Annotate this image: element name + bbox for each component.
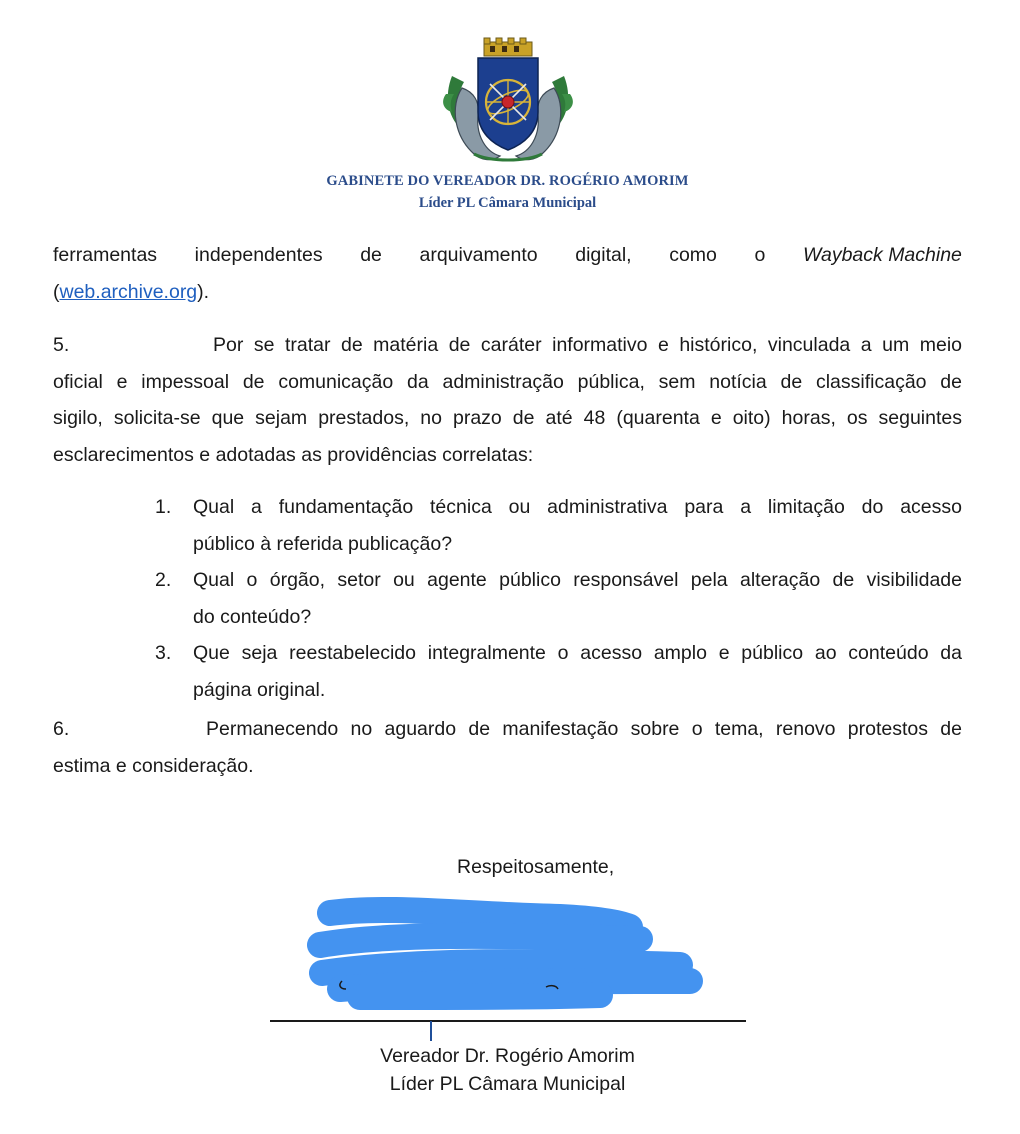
paragraph-6	[53, 711, 962, 784]
list-number: 1.	[155, 496, 172, 518]
word: arquivamento	[419, 244, 538, 266]
word: de	[360, 244, 382, 266]
pen-stroke	[430, 1021, 432, 1041]
list-item-line: página original.	[193, 678, 326, 701]
paragraph-5	[53, 327, 962, 473]
paragraph-line	[53, 274, 962, 311]
paragraph-line: esclarecimentos e adotadas as providências correlatas:	[53, 443, 534, 466]
paragraph-line	[53, 711, 962, 748]
list-item-line: Que seja reestabelecido integralmente o acesso amplo e público ao conteúdo da	[193, 642, 962, 664]
closing-salutation: Respeitosamente,	[457, 856, 615, 878]
paragraph-continuation	[53, 237, 962, 310]
list-item	[155, 562, 962, 635]
paragraph-line: oficial e impessoal de comunicação da administração pública, sem notícia de classificação de	[53, 370, 962, 393]
list-number: 3.	[155, 642, 172, 664]
paragraph-number: 5.	[53, 334, 70, 356]
list-item	[155, 635, 962, 708]
list-item-line: público à referida publicação?	[193, 532, 453, 555]
list-item	[155, 489, 962, 562]
paragraph-number: 6.	[53, 718, 70, 740]
paragraph-line	[53, 327, 962, 364]
list-number: 2.	[155, 569, 172, 591]
paragraph-first-line: Permanecendo no aguardo de manifestação sobre o tema, renovo protestos de	[206, 718, 962, 740]
archive-link[interactable]: web.archive.org	[59, 280, 198, 303]
coat-of-arms-icon	[434, 36, 582, 168]
word: o	[754, 244, 766, 266]
paragraph-line: sigilo, solicita-se que sejam prestados, no prazo de até 48 (quarenta e oito) horas, os seguintes	[53, 407, 962, 429]
word: independentes	[194, 244, 323, 266]
paragraph-line	[53, 237, 962, 274]
signer-role: Líder PL Câmara Municipal	[389, 1073, 626, 1095]
paragraph-line: estima e consideração.	[53, 754, 254, 777]
requests-list	[155, 489, 962, 708]
word: digital,	[575, 244, 632, 266]
paren-open: (	[53, 280, 60, 303]
wayback-machine-name: Wayback Machine	[802, 244, 962, 266]
paragraph-first-line: Por se tratar de matéria de caráter informativo e histórico, vinculada a um meio	[213, 334, 962, 356]
office-subtitle: Líder PL Câmara Municipal	[418, 195, 597, 211]
list-item-line: do conteúdo?	[193, 605, 312, 628]
signature-line	[270, 1020, 746, 1022]
word: ferramentas	[53, 244, 158, 266]
list-item-line: Qual o órgão, setor ou agente público responsável pela alteração de visibilidade	[193, 569, 962, 591]
office-title: GABINETE DO VEREADOR DR. ROGÉRIO AMORIM	[326, 173, 689, 189]
signer-name: Vereador Dr. Rogério Amorim	[380, 1045, 635, 1067]
paren-close: ).	[197, 280, 210, 303]
list-item-line: Qual a fundamentação técnica ou administrativa para a limitação do acesso	[193, 496, 962, 518]
word: como	[669, 244, 717, 266]
